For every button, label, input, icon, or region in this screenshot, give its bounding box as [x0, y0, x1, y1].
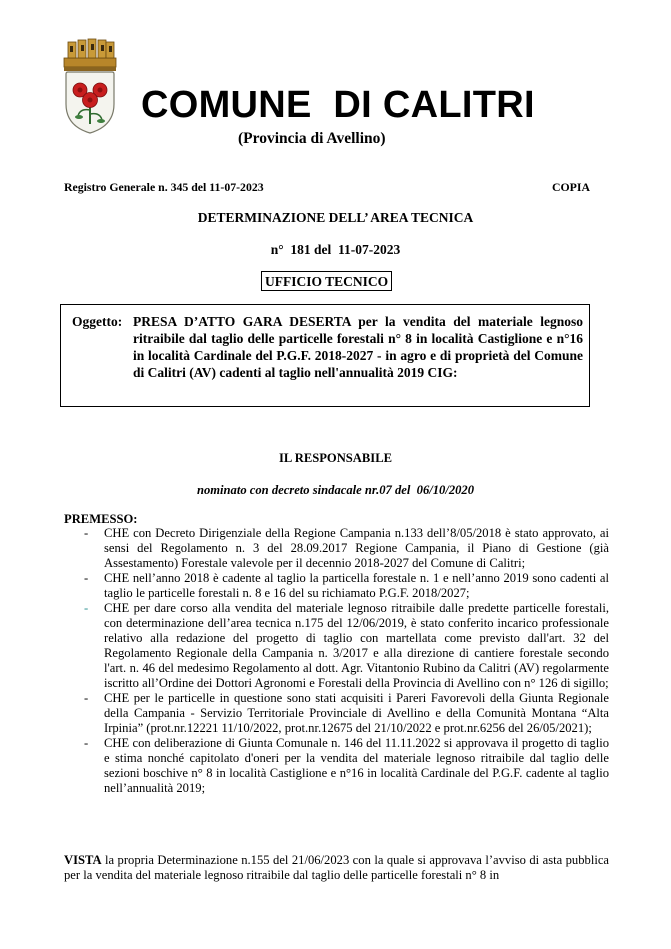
list-dash: -: [84, 526, 89, 540]
responsible-heading: IL RESPONSABILE: [278, 451, 393, 465]
office-box: UFFICIO TECNICO: [261, 271, 392, 291]
subject-text: PRESA D’ATTO GARA DESERTA per la vendita del materiale legnoso ritraibile dal taglio delle particelle forestali n° 8 in località Castiglione e n°16 in località Cardinale del P.G.F. 2018-2027 - in agro e di proprietà del Comune di Calitri (AV) cadenti al taglio nell'annualità 2019 CIG:: [133, 314, 583, 380]
municipality-title: COMUNE DI CALITRI: [141, 84, 535, 126]
list-dash: -: [84, 571, 89, 585]
list-item-text: CHE nell’anno 2018 è cadente al taglio la particella forestale n. 1 e nell’anno 2019 sono cadenti al taglio le particelle forestali n. 8 e 16 del su richiamato P.G.F. 2018/2027;: [104, 571, 609, 600]
determination-title: DETERMINAZIONE DELL’ AREA TECNICA: [197, 210, 474, 225]
list-item: [64, 736, 609, 796]
appointment-line: nominato con decreto sindacale nr.07 del 06/10/2020: [196, 483, 475, 497]
list-item-text: CHE per le particelle in questione sono stati acquisiti i Pareri Favorevoli della Giunta Regionale della Campania - Servizio Territoriale Provinciale di Avellino e della Comunità Montana “Alta Irpinia” (prot.nr.12221 11/10/2022, prot.nr.12675 del 21/10/2022 e prot.nr.6256 del 26/05/2021);: [104, 691, 609, 735]
vista-text: la propria Determinazione n.155 del 21/06/2023 con la quale si approvava l’avviso di asta pubblica per la vendita del materiale legnoso ritraibile dal taglio delle particelle forestali n° 8 in: [64, 853, 609, 882]
list-item: [64, 526, 609, 571]
province-subtitle: (Provincia di Avellino): [238, 130, 386, 147]
premises-list: [64, 526, 609, 796]
list-dash: -: [84, 601, 89, 615]
general-register: Registro Generale n. 345 del 11-07-2023: [64, 180, 264, 194]
list-dash: -: [84, 736, 89, 750]
premises-heading: PREMESSO:: [64, 512, 138, 526]
list-item: [64, 601, 609, 691]
list-item-text: CHE con deliberazione di Giunta Comunale n. 146 del 11.11.2022 si approvava il progetto di taglio e stima nonché capitolato d'oneri per la vendita del materiale legnoso ritraibile dal taglio delle sezioni boschive n° 8 in località Castiglione e n°16 in località Cardinale del P.G.F. cadente al taglio nell’annualità 2019;: [104, 736, 609, 795]
list-item-text: CHE per dare corso alla vendita del materiale legnoso ritraibile dalle predette particelle forestali, con determinazione dell’area tecnica n.175 del 12/06/2019, è stato conferito incarico professionale relativo alla redazione del progetto di taglio con martellata come previsto dall'art. 32 del Regolamento Regionale della Campania n. 3/2017 e alla direzione di cantiere forestale secondo l'art. n. 46 del medesimo Regolamento al dott. Agr. Vitantonio Rubino da Calitri (AV) regolarmente iscritto all’Ordine dei Dottori Agronomi e Forestali della Provincia di Avellino con n° 126 di sigillo;: [104, 601, 609, 690]
vista-label: VISTA: [64, 853, 102, 867]
list-item: [64, 691, 609, 736]
list-dash: -: [84, 691, 89, 705]
determination-number: n° 181 del 11-07-2023: [270, 242, 401, 257]
vista-paragraph: [64, 853, 609, 883]
list-item-text: CHE con Decreto Dirigenziale della Regione Campania n.133 dell’8/05/2018 è stato approvato, ai sensi del Regolamento n. 3 del 28.09.2017 Regione Campania, il Piano di Gestione (già Assestamento) Forestale valevole per il decennio 2018-2027 del Comune di Calitri;: [104, 526, 609, 570]
coat-of-arms-icon: [60, 38, 120, 134]
subject-label: Oggetto:: [72, 314, 123, 329]
list-item: [64, 571, 609, 601]
copy-label: COPIA: [551, 180, 590, 194]
subject-box: [60, 304, 590, 407]
